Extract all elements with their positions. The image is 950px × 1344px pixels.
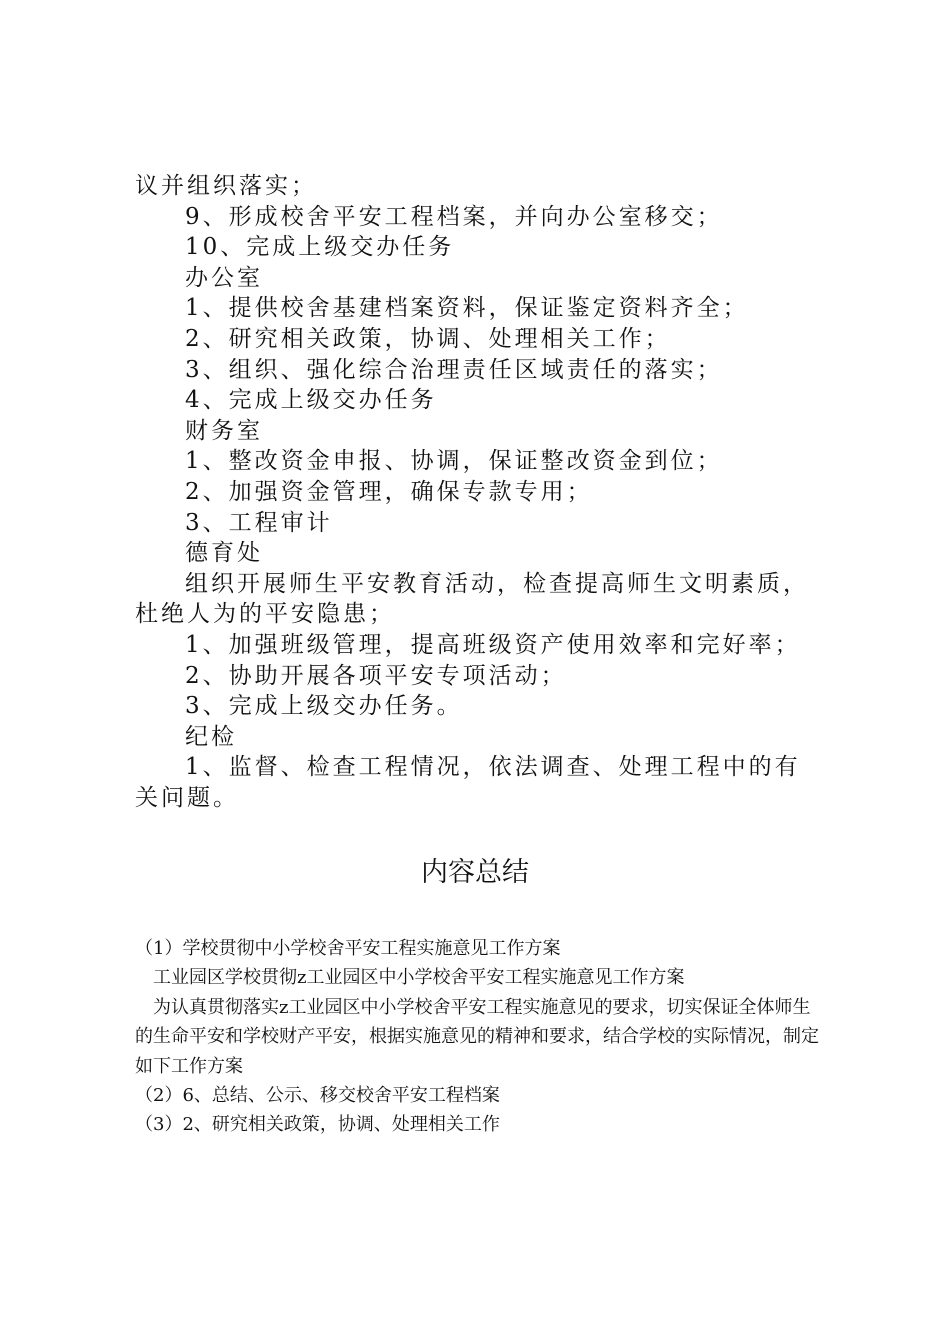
paragraph: 1、监督、检查工程情况，依法调查、处理工程中的有关问题。 (135, 754, 801, 811)
paragraph: 2、协助开展各项平安专项活动； (185, 662, 567, 689)
summary-item: （2）6、总结、公示、移交校舍平安工程档案 (135, 1085, 500, 1107)
summary-item: 工业园区学校贯彻z工业园区中小学校舍平安工程实施意见工作方案 (153, 967, 685, 989)
paragraph: 4、完成上级交办任务 (185, 387, 437, 414)
paragraph: 议并组织落实； (135, 173, 317, 199)
paragraph: 3、组织、强化综合治理责任区域责任的落实； (185, 356, 723, 383)
paragraph: 组织开展师生平安教育活动，检查提高师生文明素质，杜绝人为的平安隐患； (135, 570, 809, 628)
section-heading: 办公室 (185, 264, 263, 291)
paragraph: 3、完成上级交办任务。 (185, 693, 463, 720)
body-text (135, 171, 825, 813)
summary-section (135, 934, 825, 1140)
paragraph: 2、加强资金管理，确保专款专用； (185, 478, 593, 505)
paragraph: 1、整改资金申报、协调，保证整改资金到位； (185, 448, 723, 475)
paragraph: 2、研究相关政策，协调、处理相关工作； (185, 325, 671, 352)
paragraph: 1、加强班级管理，提高班级资产使用效率和完好率； (185, 631, 801, 658)
section-heading: 财务室 (185, 417, 263, 444)
paragraph: 9、形成校舍平安工程档案，并向办公室移交； (185, 203, 723, 230)
section-heading: 纪检 (185, 723, 237, 750)
summary-item: 为认真贯彻落实z工业园区中小学校舍平安工程实施意见的要求，切实保证全体师生的生命平安和学校财产平安，根据实施意见的精神和要求，结合学校的实际情况，制定如下工作方案 (135, 996, 819, 1077)
summary-item: （1）学校贯彻中小学校舍平安工程实施意见工作方案 (135, 938, 561, 959)
paragraph: 1、提供校舍基建档案资料，保证鉴定资料齐全； (185, 295, 749, 322)
section-heading: 德育处 (185, 540, 263, 567)
paragraph: 3、工程审计 (185, 509, 333, 536)
summary-title: 内容总结 (421, 857, 529, 888)
summary-item: （3）2、研究相关政策，协调、处理相关工作 (135, 1114, 500, 1136)
paragraph: 10、完成上级交办任务 (185, 234, 455, 261)
